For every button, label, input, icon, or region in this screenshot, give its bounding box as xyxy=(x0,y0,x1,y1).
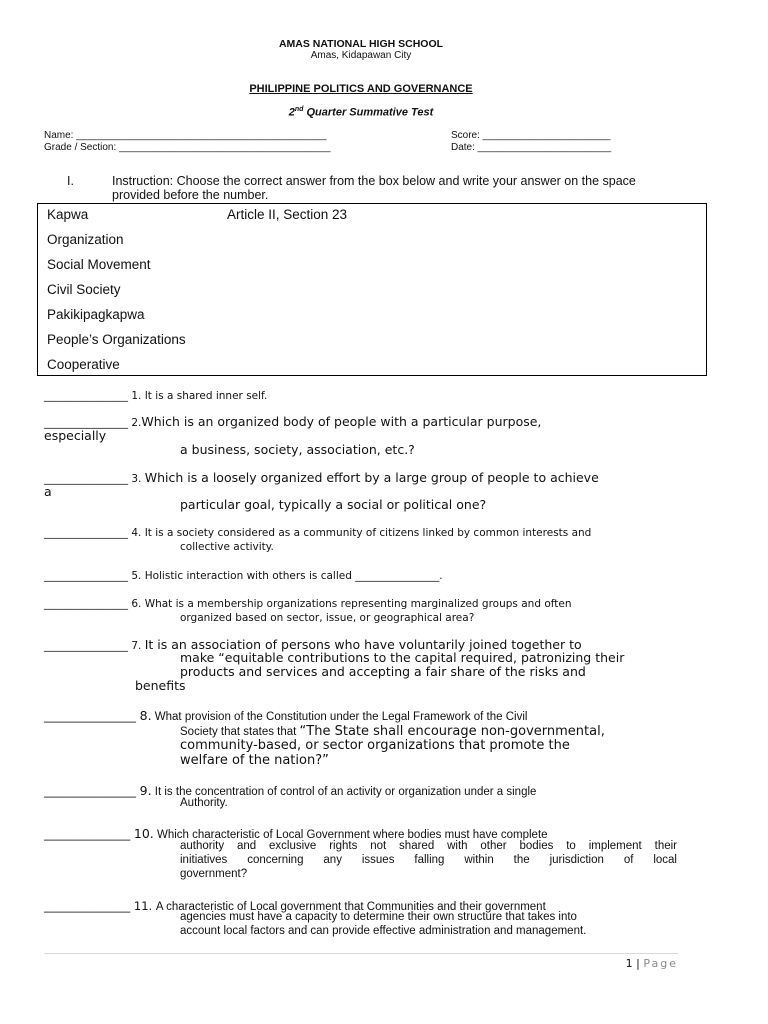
question-7-text: It is an association of persons who have voluntarily joined together to xyxy=(144,637,582,652)
question-7-line2: make “equitable contributions to the capital required, patronizing their xyxy=(180,650,625,665)
question-3-text: Which is a loosely organized effort by a large group of people to achieve xyxy=(144,470,599,485)
section-number: I. xyxy=(67,174,74,188)
question-10-number: 10. xyxy=(133,826,154,841)
grade-section-field: Grade / Section: ______________________________________ xyxy=(44,142,331,153)
question-8-blank: ________________ xyxy=(44,709,140,723)
question-8-text: What provision of the Constitution under the Legal Framework of the Civil xyxy=(151,711,528,723)
question-10-blank: _______________ xyxy=(44,827,134,841)
subject-title: PHILIPPINE POLITICS AND GOVERNANCE xyxy=(249,83,473,95)
question-6: ________________ 6. What is a membership organizations representing marginalized groups and often xyxy=(44,598,572,610)
question-10-line2: authority and exclusive rights not shared with other bodies to implement their xyxy=(180,840,677,852)
date-field: Date: ________________________ xyxy=(451,142,612,153)
page-label: Page xyxy=(643,957,678,970)
question-6-line2: organized based on sector, issue, or geographical area? xyxy=(180,612,475,624)
question-11-line3: account local factors and can provide effective administration and management. xyxy=(180,925,587,937)
footer-divider xyxy=(44,953,678,954)
choice-item: Cooperative xyxy=(47,357,120,372)
question-2-text: Which is an organized body of people with a particular purpose, xyxy=(141,414,542,429)
choice-item: People’s Organizations xyxy=(47,332,186,347)
choice-item: Social Movement xyxy=(47,257,151,272)
test-quarter-suffix: nd xyxy=(294,106,304,113)
choice-item: Kapwa xyxy=(47,207,89,222)
question-7-line4: benefits xyxy=(135,678,186,693)
question-4-line2: collective activity. xyxy=(180,541,274,553)
choices-box xyxy=(37,203,707,376)
question-8-quote: “The State shall encourage non-governmental, xyxy=(299,724,605,739)
instruction-text: Instruction: Choose the correct answer from the box below and write your answer on the space provided before the number. xyxy=(112,174,636,202)
question-9-text: It is the concentration of control of an activity or organization under a single xyxy=(151,786,537,798)
test-quarter-number: 2 xyxy=(288,106,295,119)
question-9-line2: Authority. xyxy=(180,797,228,809)
question-2-blank: ________________ 2. xyxy=(44,417,142,429)
question-2-line2: a business, society, association, etc.? xyxy=(180,442,415,457)
choice-item: Organization xyxy=(47,232,124,247)
question-9-blank: ________________ xyxy=(44,784,140,798)
question-2 xyxy=(44,413,541,431)
question-8-number: 8. xyxy=(139,708,152,723)
question-10-line3: initiatives concerning any issues falling within the jurisdiction of local xyxy=(180,854,677,866)
question-3-wrap: a xyxy=(44,484,52,499)
question-1: ________________ 1. It is a shared inner self. xyxy=(44,390,268,402)
school-address: Amas, Kidapawan City xyxy=(310,50,412,61)
page-number-value: 1 xyxy=(625,957,633,970)
test-title xyxy=(0,106,722,119)
choice-item: Article II, Section 23 xyxy=(227,207,348,222)
question-11-blank: _______________ 11. xyxy=(44,899,156,913)
name-field: Name: _____________________________________________ xyxy=(44,130,327,141)
question-8-line3: community-based, or sector organizations that promote the xyxy=(180,738,570,753)
question-11-text: A characteristic of Local government that Communities and their government xyxy=(155,901,546,913)
question-8-line4: welfare of the nation?” xyxy=(180,753,329,768)
question-3-blank: ________________ 3. xyxy=(44,473,145,485)
question-11-line2: agencies must have a capacity to determine their own structure that takes into xyxy=(180,911,577,923)
score-field: Score: _______________________ xyxy=(451,130,611,141)
question-7-blank: ________________ 7. xyxy=(44,640,145,652)
question-7-line3: products and services and accepting a fair share of the risks and xyxy=(180,664,586,679)
school-name: AMAS NATIONAL HIGH SCHOOL xyxy=(278,38,444,50)
question-10-line4: government? xyxy=(180,868,248,880)
choice-item: Civil Society xyxy=(47,282,121,297)
page-number-separator: | xyxy=(632,957,644,970)
page-number xyxy=(626,957,678,970)
question-10-text: Which characteristic of Local Government where bodies must have complete xyxy=(153,829,548,841)
question-8-line2-text: Society that states that xyxy=(180,726,300,738)
question-4: ________________ 4. It is a society considered as a community of citizens linked by common interests and xyxy=(44,527,592,539)
test-title-rest: Quarter Summative Test xyxy=(303,106,434,119)
question-5: ________________ 5. Holistic interaction with others is called ________________. xyxy=(44,570,443,582)
question-2-wrap: especially xyxy=(44,428,107,443)
question-3 xyxy=(44,469,599,487)
choice-item: Pakikipagkapwa xyxy=(47,307,145,322)
question-9-number: 9. xyxy=(139,783,152,798)
question-9 xyxy=(44,782,536,800)
question-3-line2: particular goal, typically a social or political one? xyxy=(180,497,487,512)
